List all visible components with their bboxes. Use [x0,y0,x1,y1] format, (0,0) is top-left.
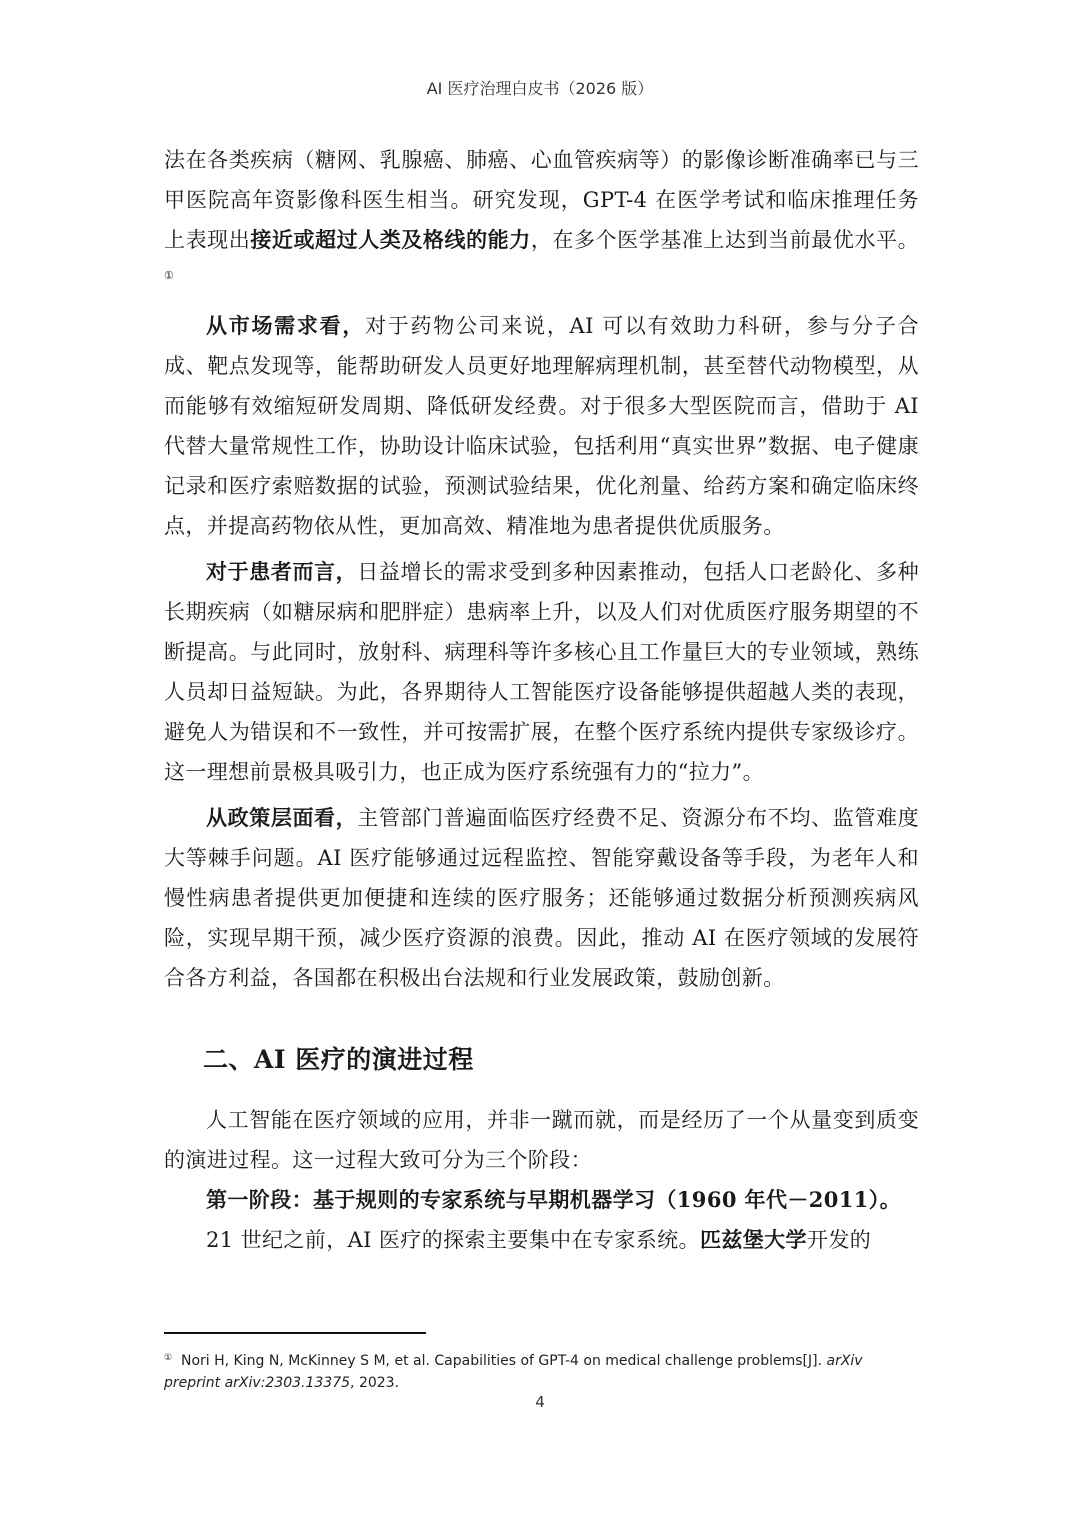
paragraph-1-text: 法在各类疾病（糖网、乳腺癌、肺癌、心血管疾病等）的影像诊断准确率已与三甲医院高年资影像科医生相当。研究发现，GPT-4 在医学考试和临床推理任务上表现出 [164,148,919,252]
paragraph-market-text: 对于药物公司来说，AI 可以有效助力科研，参与分子合成、靶点发现等，能帮助研发人员更好地理解病理机制，甚至替代动物模型，从而能够有效缩短研发周期、降低研发经费。对于很多大型医院而言，借助于 AI 代替大量常规性工作，协助设计临床试验，包括利用“真实世界”数据、电子健康记录和医疗索赔数据的试验，预测试验结果，优化剂量、给药方案和确定临床终点，并提高药物依从性，更加高效、精准地为患者提供优质服务。 [164,314,919,538]
paragraph-market-lead: 从市场需求看， [206,313,366,338]
paragraph-patients-text: 日益增长的需求受到多种因素推动，包括人口老龄化、多种长期疾病（如糖尿病和肥胖症）患病率上升，以及人们对优质医疗服务期望的不断提高。与此同时，放射科、病理科等许多核心且工作量巨大的专业领域，熟练人员却日益短缺。为此，各界期待人工智能医疗设备能够提供超越人类的表现，避免人为错误和不一致性，并可按需扩展，在整个医疗系统内提供专家级诊疗。这一理想前景极具吸引力，也正成为医疗系统强有力的“拉力”。 [164,560,919,784]
section-intro: 人工智能在医疗领域的应用，并非一蹴而就，而是经历了一个从量变到质变的演进过程。这一过程大致可分为三个阶段： [164,1108,919,1172]
paragraph-1-bold: 接近或超过人类及格线的能力 [250,227,531,252]
paragraph-policy-lead: 从政策层面看， [206,805,358,830]
footnote-citation-italic: arXiv preprint arXiv:2303.13375 [164,1353,863,1391]
footnote-citation: Nori H, King N, McKinney S M, et al. Capabilities of GPT-4 on medical challenge problems[J]. [180,1353,827,1369]
paragraph-1-text-end: ，在多个医学基准上达到当前最优水平。 [530,228,920,252]
paragraph-patients-lead: 对于患者而言， [206,559,358,584]
footnote-divider [164,1332,426,1334]
running-header: AI 医疗治理白皮书（2026 版） [426,79,654,98]
stage-1-heading: 第一阶段：基于规则的专家系统与早期机器学习（1960 年代－2011）。 [206,1187,902,1212]
section-body [164,1100,919,1260]
paragraph-policy [164,798,919,998]
footnote-citation-tail: , 2023. [350,1375,400,1391]
section-heading: 二、AI 医疗的演进过程 [203,1045,474,1074]
paragraph-policy-text: 主管部门普遍面临医疗经费不足、资源分布不均、监管难度大等棘手问题。AI 医疗能够通过远程监控、智能穿戴设备等手段，为老年人和慢性病患者提供更加便捷和连续的医疗服务；还能够通过数据分析预测疾病风险，实现早期干预，减少医疗资源的浪费。因此，推动 AI 在医疗领域的发展符合各方利益，各国都在积极出台法规和行业发展政策，鼓励创新。 [164,806,919,990]
paragraph-expert-systems-text: 21 世纪之前，AI 医疗的探索主要集中在专家系统。 [206,1228,700,1252]
footnote-marker[interactable]: ① [164,269,175,282]
body-text [164,140,919,998]
paragraph-patients [164,552,919,792]
paragraph-expert-systems-tail: 开发的 [806,1228,872,1252]
footnote [164,1350,904,1394]
footnote-mark: ① [164,1353,173,1363]
page-number: 4 [535,1393,545,1411]
paragraph-expert-systems [164,1220,919,1260]
paragraph-market [164,306,919,546]
paragraph-expert-systems-bold: 匹兹堡大学 [699,1227,807,1252]
paragraph-1 [164,140,919,300]
